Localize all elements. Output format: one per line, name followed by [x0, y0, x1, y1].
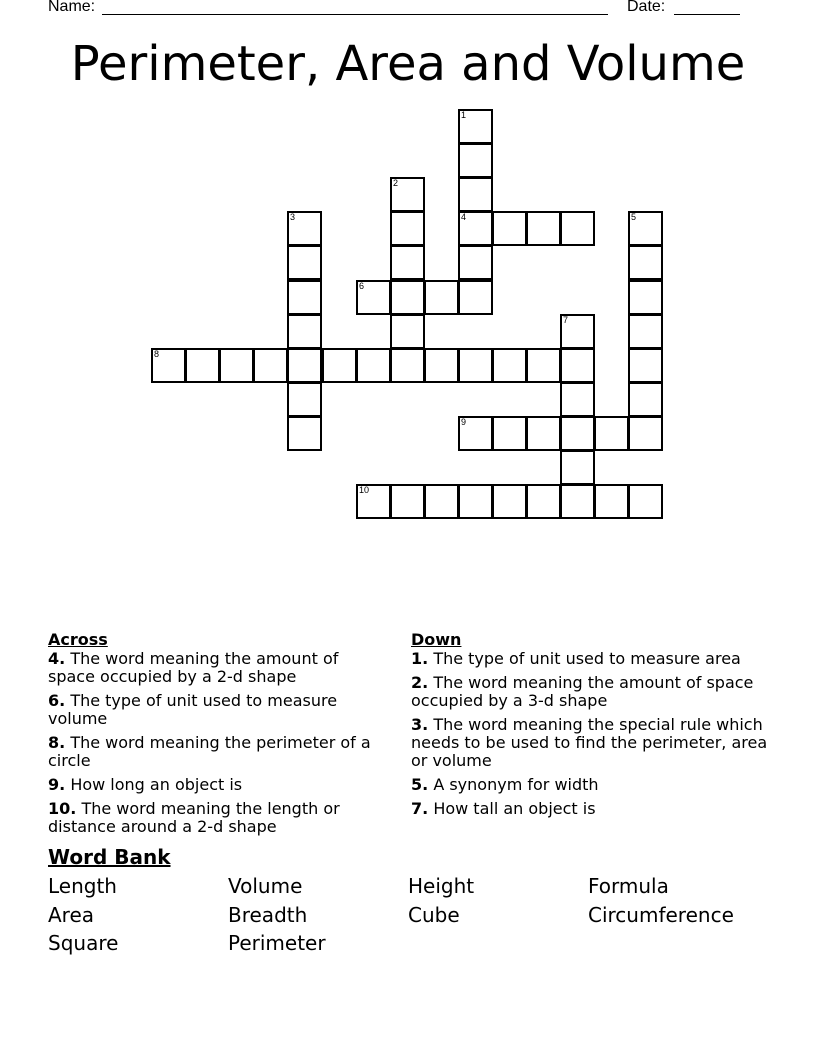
clue-across-8: [48, 734, 388, 770]
crossword-cell[interactable]: [390, 211, 425, 246]
crossword-cell[interactable]: [287, 245, 322, 280]
crossword-cell[interactable]: [628, 484, 663, 519]
clue-across-4: [48, 650, 388, 686]
name-label: Name:: [48, 0, 96, 15]
clue-text: The word meaning the perimeter of a circle: [48, 733, 371, 770]
date-label: Date:: [627, 0, 666, 15]
clue-text: The word meaning the amount of space occupied by a 3-d shape: [411, 673, 754, 710]
clue-number: 6.: [48, 691, 66, 710]
word-bank-item: Cube: [408, 902, 460, 927]
crossword-cell[interactable]: [151, 348, 186, 383]
clue-down-5: [411, 776, 771, 794]
crossword-cell[interactable]: [560, 484, 595, 519]
crossword-cell[interactable]: [458, 143, 493, 178]
crossword-cell[interactable]: [526, 416, 561, 451]
word-bank-item: Height: [408, 874, 475, 898]
clue-across-6: [48, 692, 388, 728]
word-bank-title: Word Bank: [48, 845, 171, 869]
clue-down-3: [411, 716, 771, 770]
crossword-cell[interactable]: [458, 348, 493, 383]
crossword-cell[interactable]: [628, 245, 663, 280]
clue-number: 2.: [411, 673, 429, 692]
crossword-cell[interactable]: [390, 484, 425, 519]
crossword-cell[interactable]: [219, 348, 254, 383]
clue-number: 8.: [48, 733, 66, 752]
crossword-cell[interactable]: [390, 348, 425, 383]
clue-text: The word meaning the length or distance around a 2-d shape: [48, 799, 340, 836]
page-title: Perimeter, Area and Volume: [70, 36, 746, 92]
crossword-cell[interactable]: [560, 450, 595, 485]
clue-across-10: [48, 800, 388, 836]
crossword-cell[interactable]: [287, 382, 322, 417]
clue-number-label: 1: [461, 110, 467, 120]
crossword-cell[interactable]: [322, 348, 357, 383]
clue-number: 4.: [48, 649, 66, 668]
crossword-cell[interactable]: [390, 280, 425, 315]
clue-down-7: [411, 800, 771, 818]
crossword-cell[interactable]: [390, 314, 425, 349]
crossword-cell[interactable]: [356, 484, 391, 519]
crossword-cell[interactable]: [492, 211, 527, 246]
crossword-cell[interactable]: [492, 348, 527, 383]
crossword-cell[interactable]: [287, 314, 322, 349]
word-bank-item: Perimeter: [228, 931, 326, 955]
down-heading: Down: [411, 630, 462, 649]
clue-text: The word meaning the special rule which needs to be used to find the perimeter, area or volume: [411, 715, 768, 770]
clue-text: How long an object is: [70, 775, 243, 794]
crossword-cell[interactable]: [287, 348, 322, 383]
crossword-cell[interactable]: [424, 280, 459, 315]
crossword-cell[interactable]: [458, 109, 493, 144]
crossword-cell[interactable]: [458, 416, 493, 451]
clue-number: 3.: [411, 715, 429, 734]
crossword-cell[interactable]: [560, 211, 595, 246]
clue-text: How tall an object is: [433, 799, 596, 818]
clue-number-label: 2: [393, 178, 399, 188]
clue-number-label: 9: [461, 417, 467, 427]
crossword-cell[interactable]: [594, 484, 629, 519]
crossword-cell[interactable]: [390, 245, 425, 280]
crossword-cell[interactable]: [356, 280, 391, 315]
crossword-cell[interactable]: [492, 416, 527, 451]
crossword-cell[interactable]: [390, 177, 425, 212]
crossword-cell[interactable]: [526, 211, 561, 246]
crossword-cell[interactable]: [628, 280, 663, 315]
clue-down-1: [411, 650, 771, 668]
crossword-cell[interactable]: [628, 314, 663, 349]
crossword-cell[interactable]: [594, 416, 629, 451]
word-bank-item: Area: [48, 902, 95, 927]
clue-number-label: 3: [290, 212, 296, 222]
crossword-cell[interactable]: [287, 416, 322, 451]
crossword-cell[interactable]: [424, 484, 459, 519]
clue-text: The type of unit used to measure volume: [48, 691, 338, 728]
crossword-cell[interactable]: [492, 484, 527, 519]
clue-text: The type of unit used to measure area: [433, 649, 741, 668]
crossword-cell[interactable]: [287, 211, 322, 246]
crossword-cell[interactable]: [560, 382, 595, 417]
clue-number: 7.: [411, 799, 429, 818]
crossword-cell[interactable]: [628, 382, 663, 417]
clue-number: 5.: [411, 775, 429, 794]
crossword-cell[interactable]: [526, 484, 561, 519]
word-bank: [48, 874, 808, 960]
clue-text: A synonym for width: [433, 775, 599, 794]
crossword-cell[interactable]: [287, 280, 322, 315]
clue-number: 9.: [48, 775, 66, 794]
crossword-cell[interactable]: [628, 348, 663, 383]
clue-number: 10.: [48, 799, 77, 818]
crossword-cell[interactable]: [458, 177, 493, 212]
word-bank-item: Square: [48, 931, 119, 955]
word-bank-item: Circumference: [588, 902, 734, 927]
crossword-cell[interactable]: [560, 348, 595, 383]
clue-number-label: 4: [461, 212, 467, 222]
clue-number-label: 10: [359, 485, 370, 495]
clue-across-9: [48, 776, 388, 794]
across-heading: Across: [48, 630, 108, 649]
clue-number-label: 5: [631, 212, 637, 222]
word-bank-item: Formula: [588, 874, 669, 898]
crossword-cell[interactable]: [458, 484, 493, 519]
crossword-cell[interactable]: [185, 348, 220, 383]
word-bank-item: Volume: [228, 874, 303, 898]
crossword-cell[interactable]: [458, 245, 493, 280]
across-clues: [48, 630, 388, 842]
crossword-cell[interactable]: [560, 314, 595, 349]
down-clues: [411, 630, 771, 824]
clue-number-label: 7: [563, 315, 569, 325]
crossword-cell[interactable]: [458, 211, 493, 246]
word-bank-item: Length: [48, 874, 117, 898]
crossword-cell[interactable]: [356, 348, 391, 383]
crossword-cell[interactable]: [628, 211, 663, 246]
word-bank-item: Breadth: [228, 902, 308, 927]
clue-down-2: [411, 674, 771, 710]
clue-number: 1.: [411, 649, 429, 668]
clue-number-label: 8: [154, 349, 160, 359]
crossword-cell[interactable]: [458, 280, 493, 315]
crossword-cell[interactable]: [424, 348, 459, 383]
crossword-cell[interactable]: [628, 416, 663, 451]
crossword-cell[interactable]: [560, 416, 595, 451]
crossword-cell[interactable]: [526, 348, 561, 383]
clue-text: The word meaning the amount of space occupied by a 2-d shape: [48, 649, 339, 686]
crossword-cell[interactable]: [253, 348, 288, 383]
clue-number-label: 6: [359, 281, 365, 291]
